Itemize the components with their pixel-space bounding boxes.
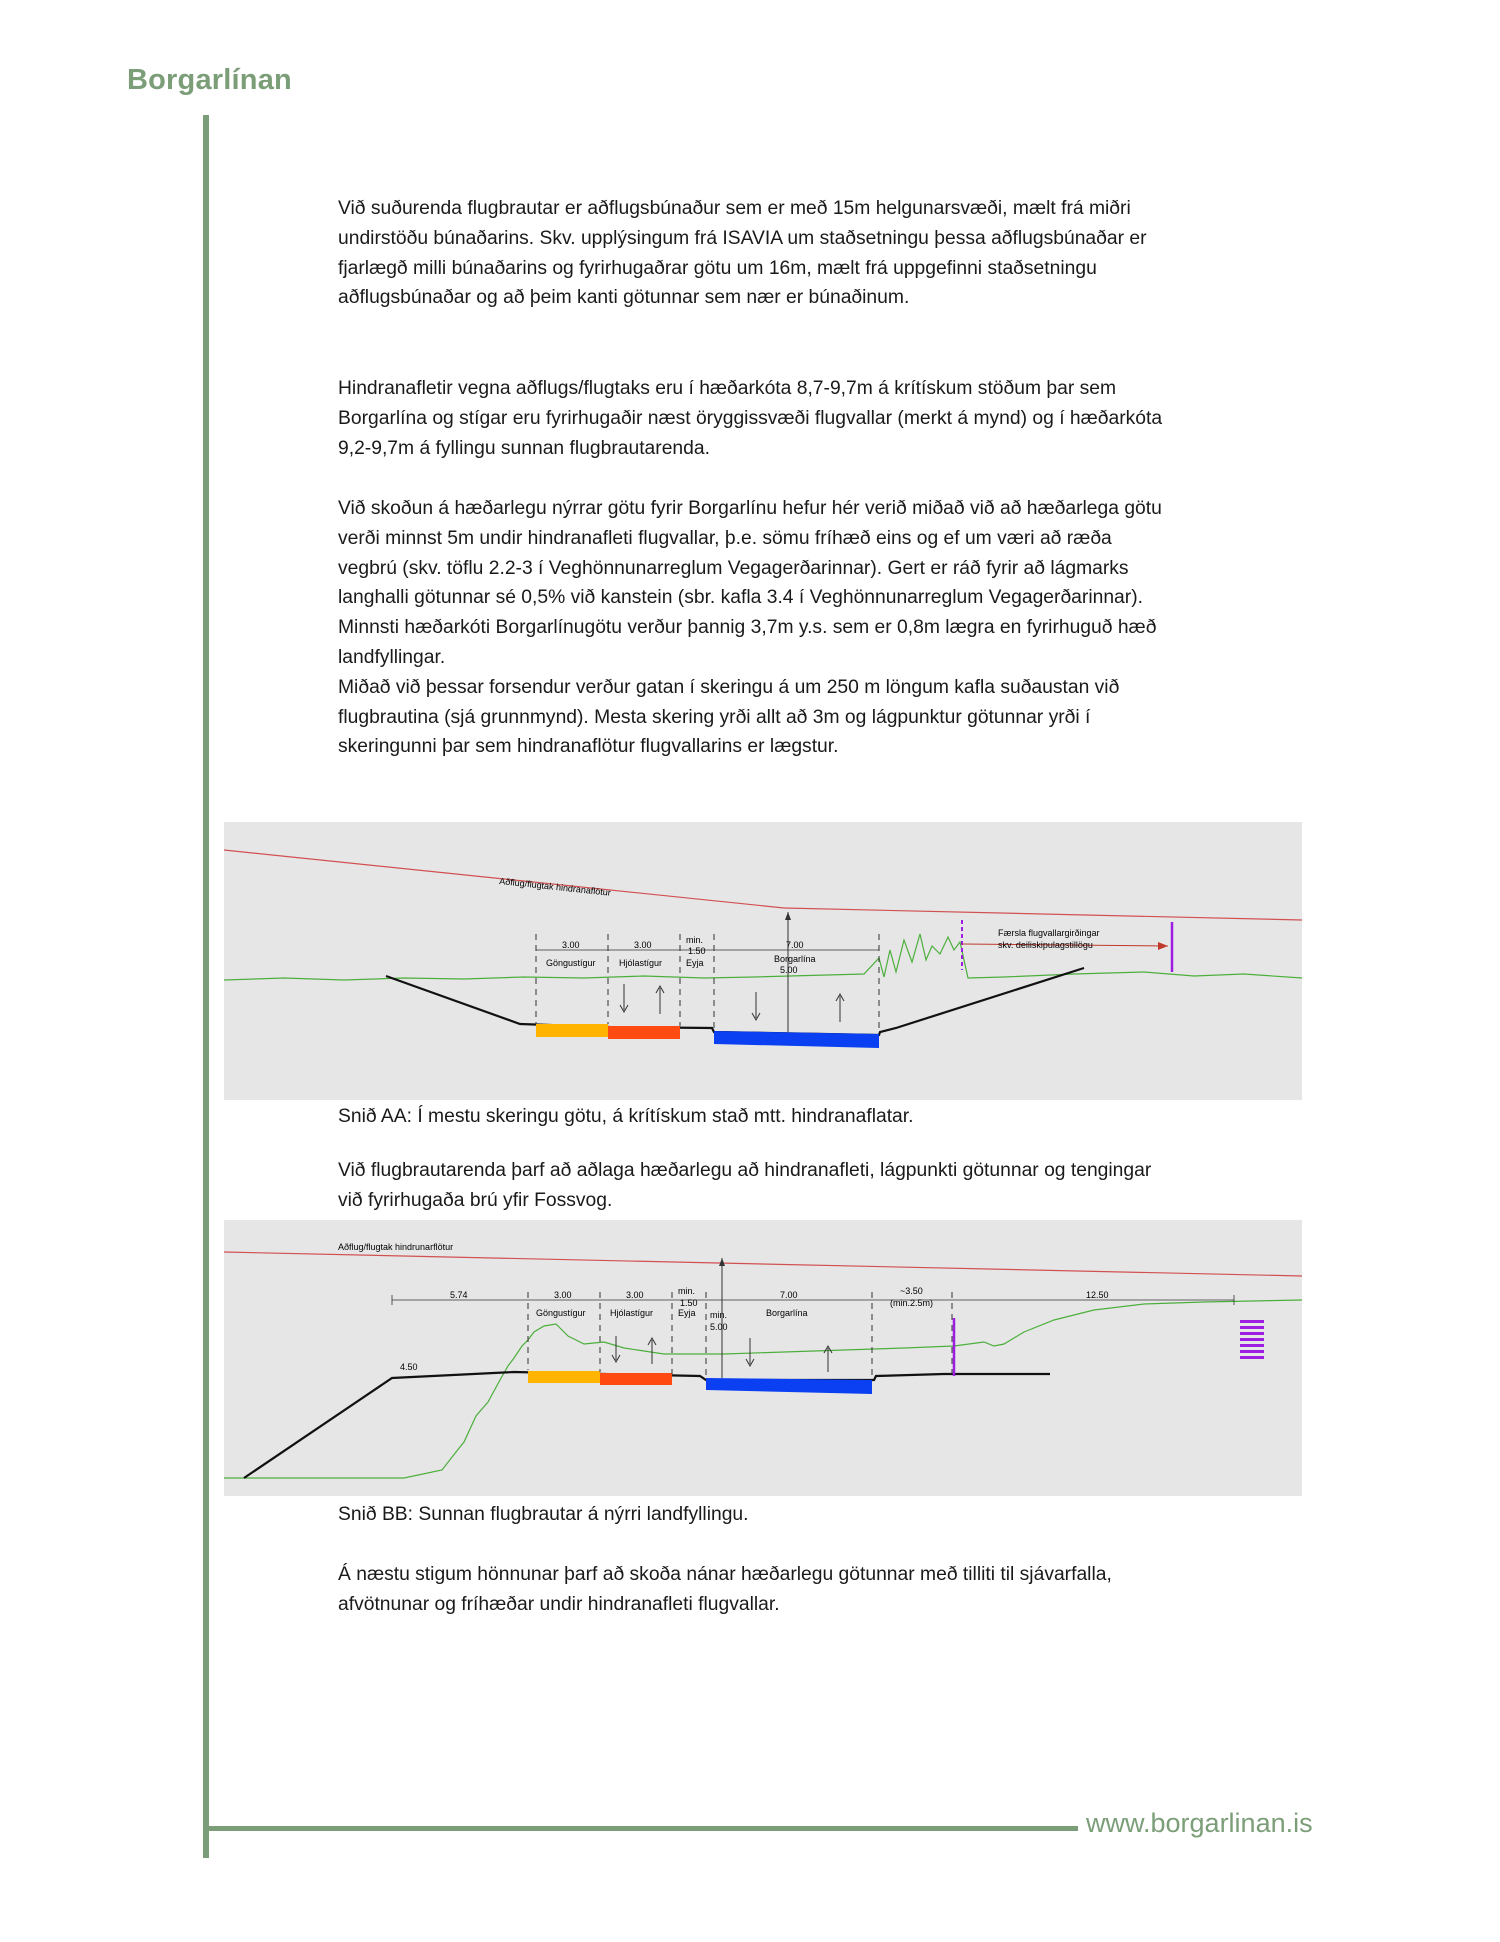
svg-text:~3.50: ~3.50 (900, 1286, 923, 1296)
elevation-label: 4.50 (400, 1362, 418, 1372)
cross-section-aa-figure (224, 822, 1302, 1100)
svg-text:Borgarlína: Borgarlína (774, 954, 816, 964)
svg-text:Göngustígur: Göngustígur (546, 958, 596, 968)
svg-text:Eyja: Eyja (686, 958, 704, 968)
obstacle-surface-line (224, 1252, 1302, 1276)
cross-section-bb-figure (224, 1220, 1302, 1496)
svg-text:1.50: 1.50 (680, 1298, 698, 1308)
obstacle-surface-label: Aðflug/flugtak hindrunarflötur (338, 1242, 454, 1252)
svg-text:min.: min. (710, 1310, 728, 1320)
obstacle-surface-label: Aðflug/flugtak hindranaflötur (498, 876, 612, 898)
footer-rule (209, 1826, 1078, 1831)
svg-text:Hjólastígur: Hjólastígur (610, 1308, 654, 1318)
svg-text:Borgarlína: Borgarlína (766, 1308, 808, 1318)
bike-path-bar (600, 1373, 672, 1385)
footer-website-link[interactable]: www.borgarlinan.is (1086, 1808, 1313, 1838)
paragraph-obstacle-surfaces: Hindranafletir vegna aðflugs/flugtaks eru í hæðarkóta 8,7-9,7m á krítískum stöðum þar sem Borgarlína og stígar eru fyrirhugaðir næst öryggissvæði flugvallar (merkt á mynd) og í hæðarkóta 9,2-9,7m á fyllingu sunnan flugbrautarenda. (338, 378, 1163, 459)
bus-lane-bar (714, 1031, 879, 1048)
svg-text:7.00: 7.00 (786, 940, 804, 950)
bus-lane-bar (706, 1378, 872, 1394)
svg-text:5.00: 5.00 (710, 1322, 728, 1332)
svg-text:skv. deiliskipulagstillögu: skv. deiliskipulagstillögu (998, 940, 1093, 950)
svg-text:3.00: 3.00 (634, 940, 652, 950)
bike-path-bar (608, 1026, 680, 1039)
svg-text:Eyja: Eyja (678, 1308, 696, 1318)
paragraph-approach-equipment: Við suðurenda flugbrautar er aðflugsbúnaður sem er með 15m helgunarsvæði, mælt frá miðri undirstöðu búnaðarins. Skv. upplýsingum frá ISAVIA um staðsetningu þessa aðflugsbúnaðar er fjarlægð milli búnaðarins og fyrirhugaðrar götu um 16m, mælt frá uppgefinni staðsetningu aðflugsbúnaðar og að þeim kanti götunnar sem nær er búnaðinum. (338, 198, 1147, 309)
svg-text:min.: min. (686, 935, 704, 945)
svg-text:12.50: 12.50 (1086, 1290, 1109, 1300)
svg-text:min.: min. (678, 1286, 696, 1296)
caption-aa: Snið AA: Í mestu skeringu götu, á krítískum stað mtt. hindranaflatar. (338, 1106, 914, 1127)
caption-bb: Snið BB: Sunnan flugbrautar á nýrri landfyllingu. (338, 1504, 749, 1525)
walk-path-bar (528, 1371, 600, 1383)
terrain-line (224, 934, 1302, 980)
approach-light-structure (1240, 1320, 1264, 1359)
paragraph-runway-end: Við flugbrautarenda þarf að aðlaga hæðarlegu að hindranafleti, lágpunkti götunnar og tengingar við fyrirhugaða brú yfir Fossvog. (338, 1160, 1152, 1211)
svg-text:1.50: 1.50 (688, 946, 706, 956)
svg-text:3.00: 3.00 (554, 1290, 572, 1300)
svg-text:Hjólastígur: Hjólastígur (619, 958, 663, 968)
svg-text:5.00: 5.00 (780, 965, 798, 975)
ground-profile-bb (244, 1372, 1050, 1478)
paragraph-road-profile: Við skoðun á hæðarlegu nýrrar götu fyrir Borgarlínu hefur hér verið miðað við að hæðarlega götu verði minnst 5m undir hindranafleti flugvallar, þ.e. sömu fríhæð eins og ef um væri að ræða vegbrú (skv. töflu 2.2-3 í Veghönnunarreglum Vegagerðarinnar). Gert er ráð fyrir að lágmarks langhalli götunnar sé 0,5% við kanstein (sbr. kafla 3.4 í Veghönnunarreglum Vegagerðarinnar). Minnsti hæðarkóti Borgarlínugötu verður þannig 3,7m y.s. sem er 0,8m lægra en fyrirhuguð hæð landfyllingar. Miðað við þessar forsendur verður gatan í skeringu á um 250 m löngum kafla suðaustan við flugbrautina (sjá grunnmynd). Mesta skering yrði allt að 3m og lágpunktur götunnar yrði í skeringunni þar sem hindranaflötur flugvallarins er lægstur. (338, 498, 1162, 758)
brand-logo: Borgarlínan (127, 64, 292, 96)
svg-text:(min.2.5m): (min.2.5m) (890, 1298, 934, 1308)
paragraph-next-steps: Á næstu stigum hönnunar þarf að skoða nánar hæðarlegu götunnar með tilliti til sjávarfalla, afvötnunar og fríhæðar undir hindranafleti flugvallar. (338, 1564, 1112, 1615)
walk-path-bar (536, 1024, 608, 1037)
svg-text:Færsla flugvallargirðingar: Færsla flugvallargirðingar (998, 928, 1100, 938)
svg-text:7.00: 7.00 (780, 1290, 798, 1300)
svg-text:3.00: 3.00 (562, 940, 580, 950)
margin-rule-vertical (203, 115, 209, 1858)
svg-text:3.00: 3.00 (626, 1290, 644, 1300)
svg-text:Göngustígur: Göngustígur (536, 1308, 586, 1318)
svg-text:5.74: 5.74 (450, 1290, 468, 1300)
